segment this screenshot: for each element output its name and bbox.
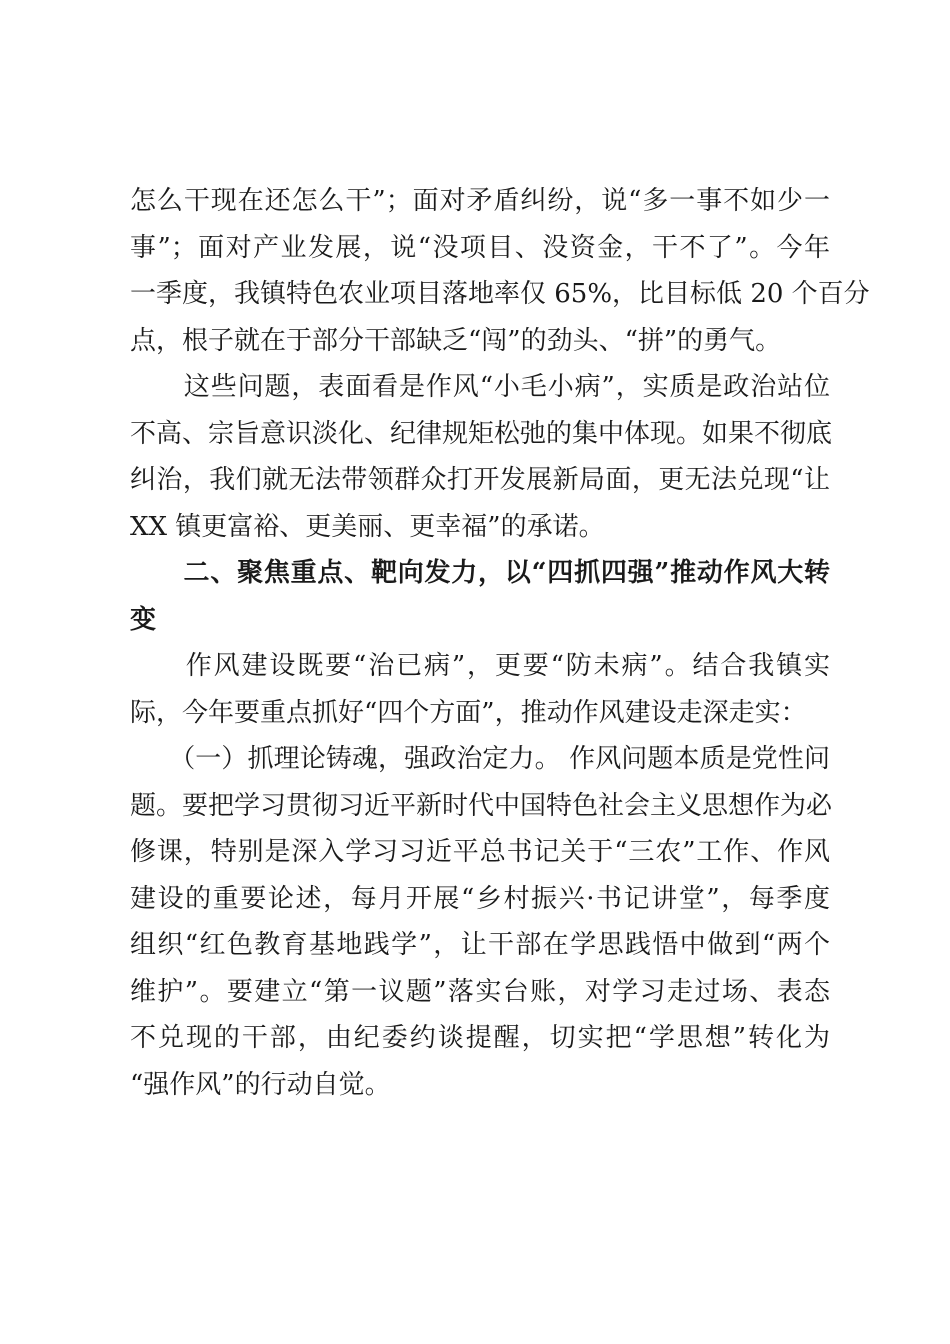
text-line: 不兑现的干部，由纪委约谈提醒，切实把“学思想”转化为 [130, 1023, 830, 1053]
paragraph-3 [130, 643, 830, 736]
text-line: 不高、宗旨意识淡化、纪律规矩松弛的集中体现。如果不彻底 [130, 418, 833, 449]
paragraph-2 [130, 364, 833, 550]
text-line: XX 镇更富裕、更美丽、更幸福”的承诺。 [130, 511, 605, 542]
text-line: 修课，特别是深入学习习近平总书记关于“三农”工作、作风 [130, 837, 830, 867]
paragraph-1 [130, 178, 870, 364]
text-line: 这些问题，表面看是作风“小毛小病”，实质是政治站位 [130, 372, 830, 402]
text-line: 际，今年要重点抓好“四个方面”，推动作风建设走深走实： [130, 697, 807, 728]
heading-line: 二、聚焦重点、靶向发力，以“四抓四强”推动作风大转 [130, 558, 830, 588]
paragraph-4 [130, 736, 833, 1108]
section-heading-2 [130, 550, 830, 643]
text-line: 作风建设既要“治已病”，更要“防未病”。结合我镇实 [130, 651, 830, 681]
text-line: 点，根子就在于部分干部缺乏“闯”的劲头、“拼”的勇气。 [130, 325, 782, 356]
text-line: 题。要把学习贯彻习近平新时代中国特色社会主义思想作为必 [130, 790, 833, 821]
text-line: “强作风”的行动自觉。 [130, 1069, 391, 1100]
text-line: 事”；面对产业发展，说“没项目、没资金，干不了”。今年 [130, 232, 830, 263]
text-line: 纠治，我们就无法带领群众打开发展新局面，更无法兑现“让 [130, 465, 830, 495]
document-body [130, 178, 870, 1108]
text-line: 一季度，我镇特色农业项目落地率仅 65%，比目标低 20 个百分 [130, 279, 870, 309]
text-line: 维护”。要建立“第一议题”落实台账，对学习走过场、表态 [130, 976, 830, 1007]
text-line: 建设的重要论述，每月开展“乡村振兴·书记讲堂”，每季度 [130, 883, 830, 914]
text-line: 怎么干现在还怎么干”；面对矛盾纠纷，说“多一事不如少一 [130, 186, 830, 216]
text-line: （一）抓理论铸魂，强政治定力。 作风问题本质是党性问 [130, 744, 830, 774]
heading-line: 变 [130, 604, 157, 635]
text-line: 组织“红色教育基地践学”，让干部在学思践悟中做到“两个 [130, 930, 830, 960]
